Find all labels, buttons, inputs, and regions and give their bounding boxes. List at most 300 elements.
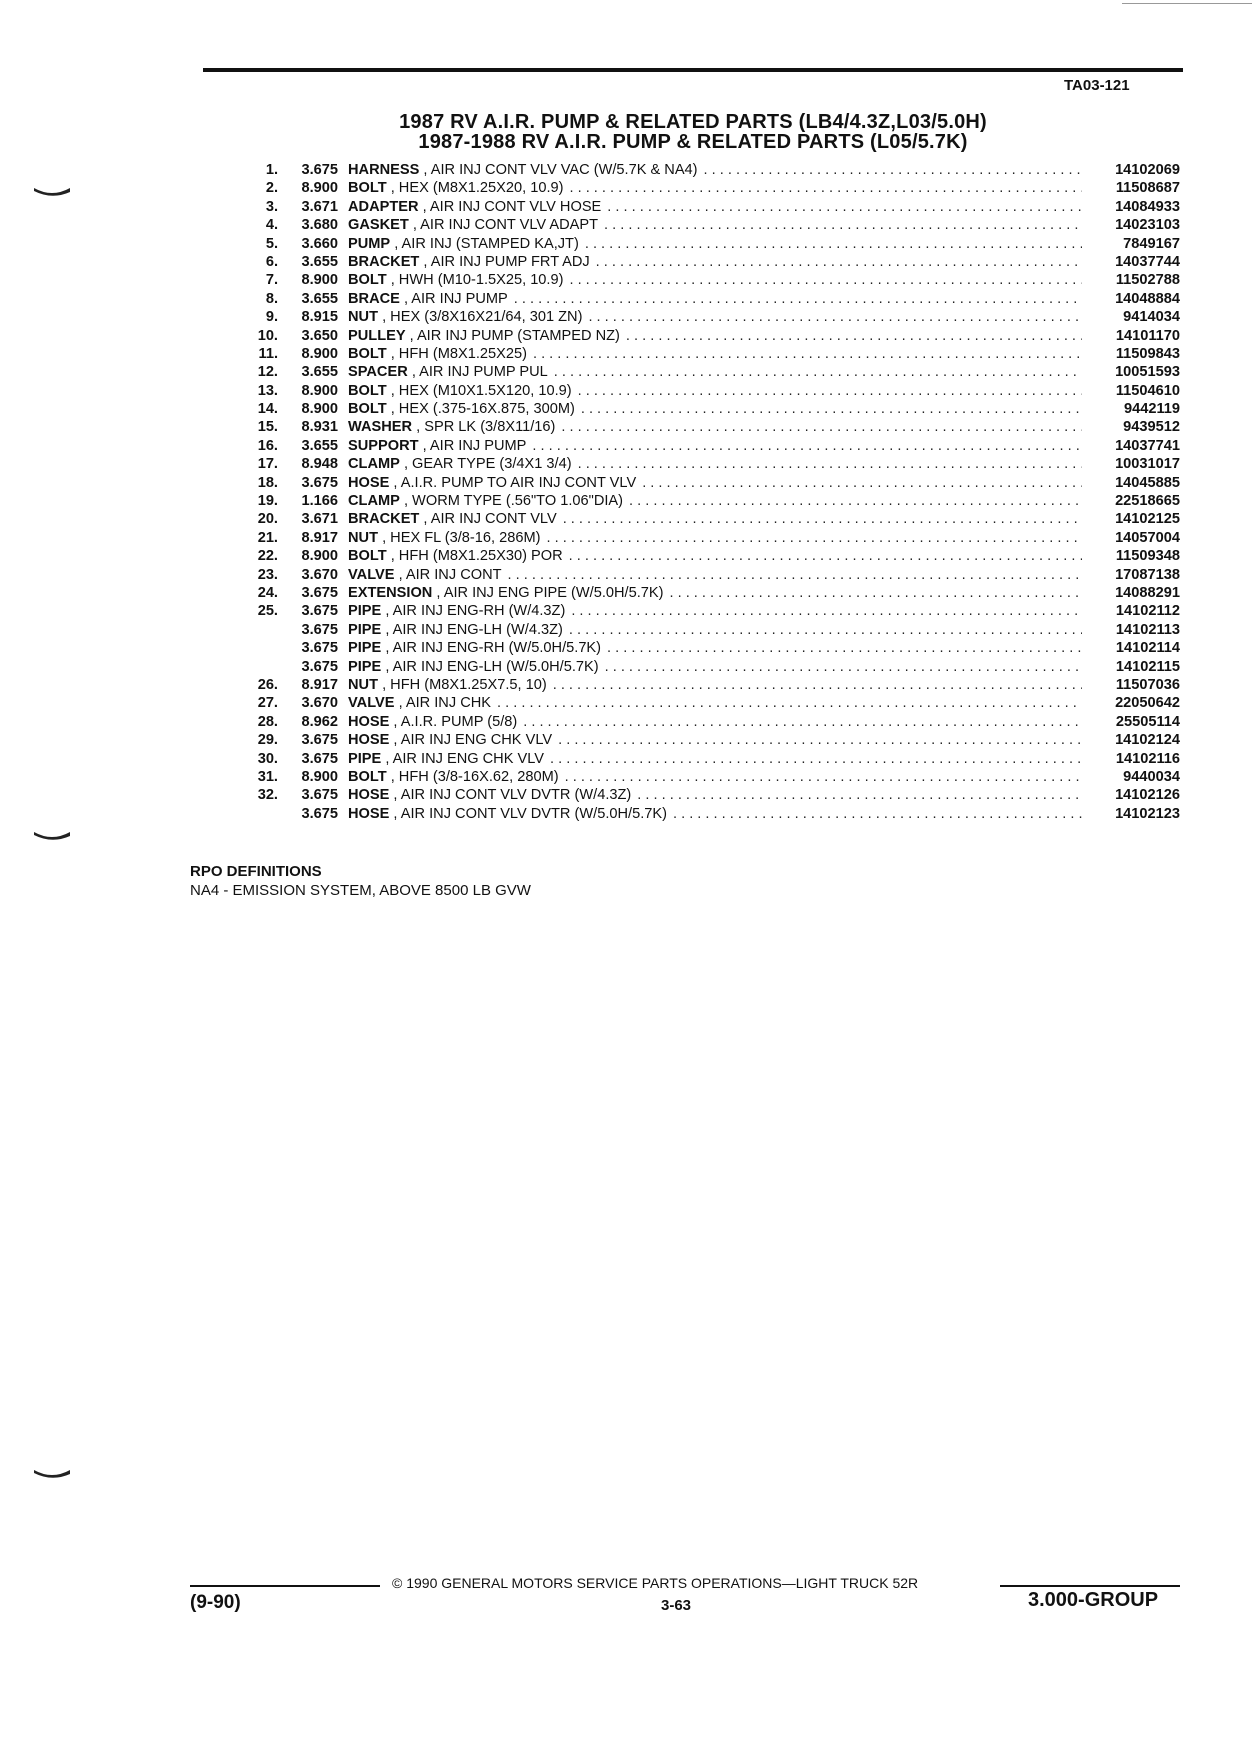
part-noun: BOLT [348,382,387,399]
part-modifier: , HEX (.375-16X.875, 300M) [390,401,575,418]
parts-row [240,694,1180,712]
part-noun: NUT [348,529,378,546]
leader-dots [554,363,1082,381]
part-noun: HOSE [348,474,390,491]
item-number: 7. [265,272,278,289]
group-number: 1.166 [301,493,338,510]
part-modifier: , HEX FL (3/8-16, 286M) [382,529,541,546]
item-number: 11. [258,345,278,362]
part-number: 14101170 [1115,327,1180,344]
parts-row [240,621,1180,639]
part-number: 14102115 [1115,658,1180,675]
part-number: 9442119 [1123,401,1180,418]
part-noun: CLAMP [348,456,400,473]
leader-dots [596,253,1082,271]
group-number: 3.675 [301,640,338,657]
page-title-line-1: 1987 RV A.I.R. PUMP & RELATED PARTS (LB4/4.3Z,L03/5.0H) [399,111,987,133]
leader-dots [605,658,1082,676]
rpo-definition: NA4 - EMISSION SYSTEM, ABOVE 8500 LB GVW [190,882,531,899]
leader-dots [571,602,1082,620]
part-noun: PULLEY [348,327,406,344]
parts-row [240,235,1180,253]
group-number: 3.675 [301,474,338,491]
parts-row [240,676,1180,694]
group-number: 3.671 [301,198,338,215]
leader-dots [550,750,1082,768]
parts-row [240,161,1180,179]
part-noun: WASHER [348,419,413,436]
part-modifier: , HFH (M8X1.25X7.5, 10) [382,676,547,693]
part-noun: ADAPTER [348,198,419,215]
part-description [348,676,1088,694]
part-modifier: , A.I.R. PUMP (5/8) [393,713,518,730]
part-number: 14102123 [1115,805,1180,822]
leader-dots [578,382,1082,400]
group-number: 8.900 [301,548,338,565]
group-number: 8.917 [301,676,338,693]
item-number: 31. [257,768,278,785]
parts-row [240,253,1180,271]
leader-dots [561,418,1082,436]
part-description [348,786,1088,804]
item-number [240,805,278,823]
group-number: 3.670 [301,566,338,583]
group-number: 3.660 [301,235,338,252]
part-modifier: , AIR INJ ENG-LH (W/4.3Z) [385,621,563,638]
part-noun: VALVE [348,695,395,712]
group-number: 3.680 [301,217,338,234]
part-number: 14045885 [1115,474,1180,491]
part-noun: BRACKET [348,511,420,528]
parts-row [240,768,1180,786]
part-modifier: , AIR INJ ENG-RH (W/5.0H/5.7K) [385,640,602,657]
part-description [348,510,1088,528]
part-description [348,290,1088,308]
part-modifier: , HEX (M10X1.5X120, 10.9) [390,382,572,399]
part-number: 14023103 [1115,217,1180,234]
part-noun: BOLT [348,548,387,565]
part-description [348,621,1088,639]
part-modifier: , AIR INJ PUMP FRT ADJ [423,253,590,270]
group-number: 8.962 [301,713,338,730]
part-number: 9414034 [1123,309,1180,326]
parts-row [240,805,1180,823]
item-number: 6. [265,253,278,270]
leader-dots [514,290,1082,308]
parts-row [240,547,1180,565]
part-description [348,768,1088,786]
leader-dots [604,216,1082,234]
leader-dots [508,566,1082,584]
part-noun: BRACKET [348,253,420,270]
item-number: 21. [257,529,278,546]
group-number: 8.900 [301,272,338,289]
group-number: 8.917 [301,529,338,546]
part-modifier: , A.I.R. PUMP TO AIR INJ CONT VLV [393,474,637,491]
item-number: 22. [257,548,278,565]
binder-punch-mark [34,186,70,196]
part-modifier: , AIR INJ ENG PIPE (W/5.0H/5.7K) [436,584,664,601]
figure-reference: TA03-121 [1064,77,1130,94]
part-noun: SUPPORT [348,437,419,454]
binder-punch-mark [34,1468,70,1478]
leader-dots [553,676,1082,694]
leader-dots [523,713,1082,731]
item-number: 18. [257,474,278,491]
parts-row [240,345,1180,363]
leader-dots [642,474,1082,492]
parts-row [240,474,1180,492]
part-description [348,235,1088,253]
part-modifier: , AIR INJ PUMP (STAMPED NZ) [409,327,620,344]
leader-dots [581,400,1082,418]
parts-row [240,216,1180,234]
footer-copyright: © 1990 GENERAL MOTORS SERVICE PARTS OPERATIONS—LIGHT TRUCK 52R [392,1575,919,1591]
item-number: 8. [265,290,278,307]
item-number: 14. [257,401,278,418]
parts-row [240,327,1180,345]
part-modifier: , AIR INJ (STAMPED KA,JT) [394,235,579,252]
leader-dots [497,694,1082,712]
item-number: 29. [257,732,278,749]
group-number: 8.931 [301,419,338,436]
parts-row [240,418,1180,436]
group-number: 3.675 [301,621,338,638]
part-noun: HOSE [348,787,390,804]
footer-date: (9-90) [190,1592,241,1613]
leader-dots [558,731,1082,749]
group-number: 8.900 [301,401,338,418]
group-number: 3.675 [301,603,338,620]
header-rule [203,68,1183,72]
part-description [348,179,1088,197]
part-description [348,308,1088,326]
leader-dots [607,639,1082,657]
part-number: 14037741 [1115,437,1180,454]
parts-row [240,290,1180,308]
part-number: 14088291 [1115,584,1180,601]
item-number: 16. [257,437,278,454]
part-description [348,713,1088,731]
part-modifier: , AIR INJ CHK [398,695,492,712]
parts-row [240,510,1180,528]
group-number: 3.655 [301,290,338,307]
part-description [348,216,1088,234]
item-number: 5. [265,235,278,252]
item-number [240,621,278,639]
item-number: 28. [257,713,278,730]
item-number: 25. [257,603,278,620]
page-title-line-2: 1987-1988 RV A.I.R. PUMP & RELATED PARTS (L05/5.7K) [418,131,968,153]
part-noun: PIPE [348,750,382,767]
part-description [348,474,1088,492]
part-description [348,805,1088,823]
part-modifier: , HFH (M8X1.25X30) POR [390,548,563,565]
item-number: 9. [265,309,278,326]
part-description [348,639,1088,657]
part-number: 9440034 [1123,768,1180,785]
footer-rule-left [190,1585,380,1587]
item-number: 26. [257,676,278,693]
part-description [348,602,1088,620]
part-modifier: , HEX (3/8X16X21/64, 301 ZN) [382,309,583,326]
part-modifier: , AIR INJ ENG-RH (W/4.3Z) [385,603,566,620]
item-number: 19. [257,493,278,510]
part-noun: BOLT [348,272,387,289]
item-number: 23. [257,566,278,583]
part-noun: PIPE [348,621,382,638]
item-number: 24. [257,584,278,601]
part-modifier: , AIR INJ CONT VLV DVTR (W/5.0H/5.7K) [393,805,667,822]
part-description [348,750,1088,768]
item-number: 4. [265,217,278,234]
part-description [348,271,1088,289]
item-number: 20. [257,511,278,528]
part-description [348,327,1088,345]
leader-dots [569,547,1082,565]
leader-dots [563,510,1082,528]
parts-row [240,400,1180,418]
group-number: 8.900 [301,345,338,362]
group-number: 3.675 [301,750,338,767]
part-number: 14102124 [1115,732,1180,749]
part-description [348,658,1088,676]
part-modifier: , AIR INJ PUMP PUL [411,364,548,381]
part-description [348,547,1088,565]
part-description [348,382,1088,400]
part-modifier: , AIR INJ CONT VLV ADAPT [412,217,599,234]
item-number [240,658,278,676]
part-number: 10051593 [1115,364,1180,381]
part-description [348,363,1088,381]
leader-dots [704,161,1082,179]
part-modifier: , HWH (M10-1.5X25, 10.9) [390,272,564,289]
part-noun: VALVE [348,566,395,583]
group-number: 3.675 [301,658,338,675]
parts-row [240,658,1180,676]
part-number: 14102125 [1115,511,1180,528]
group-number: 3.670 [301,695,338,712]
part-number: 14037744 [1115,253,1180,270]
part-description [348,584,1088,602]
parts-row [240,455,1180,473]
item-number: 13. [257,382,278,399]
part-number: 17087138 [1115,566,1180,583]
part-number: 14102113 [1115,621,1180,638]
part-description [348,345,1088,363]
part-noun: PIPE [348,603,382,620]
part-number: 14102114 [1115,640,1180,657]
parts-row [240,566,1180,584]
leader-dots [569,271,1082,289]
part-modifier: , AIR INJ CONT VLV HOSE [422,198,602,215]
part-modifier: , AIR INJ CONT VLV DVTR (W/4.3Z) [393,787,632,804]
item-number: 1. [265,162,278,178]
part-number: 11508687 [1115,180,1180,197]
rpo-heading: RPO DEFINITIONS [190,863,322,880]
part-modifier: , AIR INJ ENG CHK VLV [385,750,545,767]
binder-punch-mark [34,830,70,840]
group-number: 3.675 [301,787,338,804]
part-number: 14102116 [1115,750,1180,767]
leader-dots [547,529,1083,547]
footer-rule-right [1000,1585,1180,1587]
parts-row [240,750,1180,768]
group-number: 3.675 [301,805,338,822]
part-description [348,492,1088,510]
part-number: 11507036 [1115,676,1180,693]
part-number: 9439512 [1123,419,1180,436]
part-noun: GASKET [348,217,409,234]
parts-row [240,602,1180,620]
part-number: 10031017 [1115,456,1180,473]
part-description [348,731,1088,749]
part-modifier: , AIR INJ ENG-LH (W/5.0H/5.7K) [385,658,599,675]
part-number: 14084933 [1115,198,1180,215]
parts-row [240,731,1180,749]
part-noun: PUMP [348,235,391,252]
item-number: 27. [257,695,278,712]
part-number: 22050642 [1115,695,1180,712]
part-modifier: , AIR INJ CONT VLV VAC (W/5.7K & NA4) [423,162,698,178]
parts-row [240,198,1180,216]
part-noun: HOSE [348,805,390,822]
leader-dots [607,198,1082,216]
part-modifier: , WORM TYPE (.56"TO 1.06"DIA) [403,493,624,510]
group-number: 3.671 [301,511,338,528]
leader-dots [673,805,1082,823]
item-number: 2. [265,180,278,197]
item-number: 30. [257,750,278,767]
part-description [348,566,1088,584]
leader-dots [533,345,1082,363]
part-number: 14057004 [1115,529,1180,546]
part-noun: EXTENSION [348,584,433,601]
part-modifier: , HFH (3/8-16X.62, 280M) [390,768,559,785]
parts-row [240,382,1180,400]
part-number: 14048884 [1115,290,1180,307]
footer-group: 3.000-GROUP [1028,1589,1159,1611]
item-number: 3. [265,198,278,215]
item-number [240,639,278,657]
leader-dots [637,786,1082,804]
part-number: 14102126 [1115,787,1180,804]
group-number: 3.675 [301,584,338,601]
item-number: 10. [257,327,278,344]
parts-row [240,639,1180,657]
item-number: 17. [257,456,278,473]
group-number: 3.650 [301,327,338,344]
part-number: 14102112 [1115,603,1180,620]
part-noun: NUT [348,309,378,326]
part-number: 22518665 [1115,493,1180,510]
part-noun: HOSE [348,732,390,749]
part-noun: BRACE [348,290,400,307]
part-description [348,253,1088,271]
parts-row [240,713,1180,731]
parts-row [240,437,1180,455]
part-noun: HARNESS [348,162,420,178]
group-number: 3.675 [301,732,338,749]
part-noun: BOLT [348,345,387,362]
part-description [348,198,1088,216]
item-number: 12. [257,364,278,381]
part-description [348,437,1088,455]
part-noun: PIPE [348,640,382,657]
parts-row [240,363,1180,381]
group-number: 8.900 [301,180,338,197]
group-number: 3.655 [301,437,338,454]
item-number: 15. [257,419,278,436]
group-number: 8.900 [301,768,338,785]
part-modifier: , AIR INJ PUMP [403,290,508,307]
part-description [348,455,1088,473]
part-noun: PIPE [348,658,382,675]
part-modifier: , AIR INJ CONT [398,566,502,583]
leader-dots [629,492,1082,510]
part-description [348,694,1088,712]
part-description [348,418,1088,436]
parts-row [240,529,1180,547]
leader-dots [569,179,1082,197]
parts-row [240,271,1180,289]
part-number: 14102069 [1115,162,1180,178]
leader-dots [569,621,1082,639]
parts-list [240,161,1180,823]
leader-dots [585,235,1082,253]
part-noun: BOLT [348,180,387,197]
part-description [348,161,1088,179]
part-noun: BOLT [348,401,387,418]
leader-dots [626,327,1082,345]
part-noun: CLAMP [348,493,400,510]
page-number: 3-63 [661,1597,692,1614]
part-description [348,529,1088,547]
part-number: 11504610 [1115,382,1180,399]
parts-row [240,179,1180,197]
scan-artifact-line [1122,3,1252,4]
leader-dots [578,455,1082,473]
group-number: 3.655 [301,364,338,381]
part-number: 7849167 [1123,235,1180,252]
part-modifier: , GEAR TYPE (3/4X1 3/4) [403,456,572,473]
leader-dots [588,308,1082,326]
part-modifier: , SPR LK (3/8X11/16) [416,419,556,436]
part-number: 25505114 [1115,713,1180,730]
leader-dots [532,437,1082,455]
group-number: 3.675 [301,162,338,178]
parts-row [240,584,1180,602]
part-noun: SPACER [348,364,408,381]
part-modifier: , AIR INJ ENG CHK VLV [393,732,553,749]
item-number: 32. [257,787,278,804]
part-modifier: , HFH (M8X1.25X25) [390,345,527,362]
part-noun: NUT [348,676,378,693]
group-number: 8.900 [301,382,338,399]
group-number: 8.948 [301,456,338,473]
part-noun: HOSE [348,713,390,730]
part-number: 11509843 [1115,345,1180,362]
part-modifier: , AIR INJ PUMP [422,437,527,454]
part-modifier: , AIR INJ CONT VLV [423,511,557,528]
leader-dots [669,584,1082,602]
part-description [348,400,1088,418]
part-modifier: , HEX (M8X1.25X20, 10.9) [390,180,564,197]
part-noun: BOLT [348,768,387,785]
group-number: 3.655 [301,253,338,270]
part-number: 11502788 [1115,272,1180,289]
group-number: 8.915 [301,309,338,326]
